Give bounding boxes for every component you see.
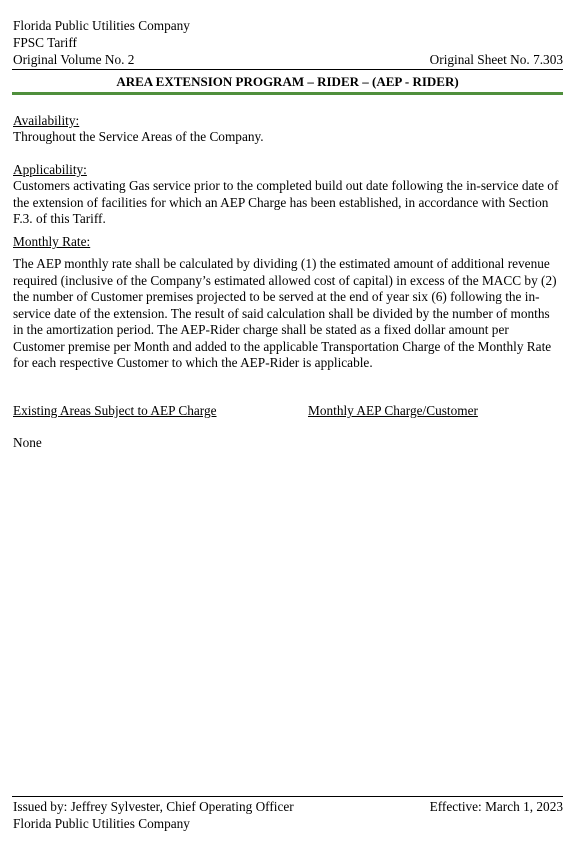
table-header-monthly-charge: Monthly AEP Charge/Customer <box>308 403 478 418</box>
availability-heading: Availability: <box>13 113 80 128</box>
header-volume: Original Volume No. 2 <box>13 52 135 67</box>
footer-issued-by: Issued by: Jeffrey Sylvester, Chief Operating Officer <box>13 799 294 814</box>
footer-issued-row <box>13 799 563 816</box>
monthly-rate-text: The AEP monthly rate shall be calculated by dividing (1) the estimated amount of additional revenue required (inclusive of the Company’s estimated allowed cost of capital) in excess of the MACC by (2) the number of Customer premises projected to be served at the end of year six (6) following the in-service date of the extension. The result of said calculation shall be divided by the number of months in the amortization period. The AEP-Rider charge shall be stated as a fixed dollar amount per Customer premise per Month and added to the applicable Transportation Charge of the Monthly Rate for each respective Customer to which the AEP-Rider is applicable. <box>13 256 557 370</box>
table-row <box>13 435 42 452</box>
page-title: AREA EXTENSION PROGRAM – RIDER – (AEP - RIDER) <box>116 74 459 89</box>
header-volume-row <box>13 52 563 69</box>
availability-text: Throughout the Service Areas of the Company. <box>13 129 264 144</box>
monthly-rate-heading: Monthly Rate: <box>13 234 91 249</box>
title-rule <box>12 92 563 95</box>
header-sheet-number: Original Sheet No. 7.303 <box>429 52 563 67</box>
table-cell-area: None <box>13 435 42 450</box>
header-company: Florida Public Utilities Company <box>13 18 190 33</box>
header-tariff: FPSC Tariff <box>13 35 77 50</box>
applicability-heading: Applicability: <box>13 162 87 177</box>
footer-rule <box>12 796 563 797</box>
table-header-existing-areas: Existing Areas Subject to AEP Charge <box>13 403 217 418</box>
header-rule <box>12 69 563 70</box>
footer-company: Florida Public Utilities Company <box>13 816 190 831</box>
applicability-text: Customers activating Gas service prior to the completed build out date following the in-service date of the extension of facilities for which an AEP Charge has been established, in accordance with Section F.3. of this Tariff. <box>13 178 559 226</box>
footer-effective-date: Effective: March 1, 2023 <box>429 799 563 814</box>
